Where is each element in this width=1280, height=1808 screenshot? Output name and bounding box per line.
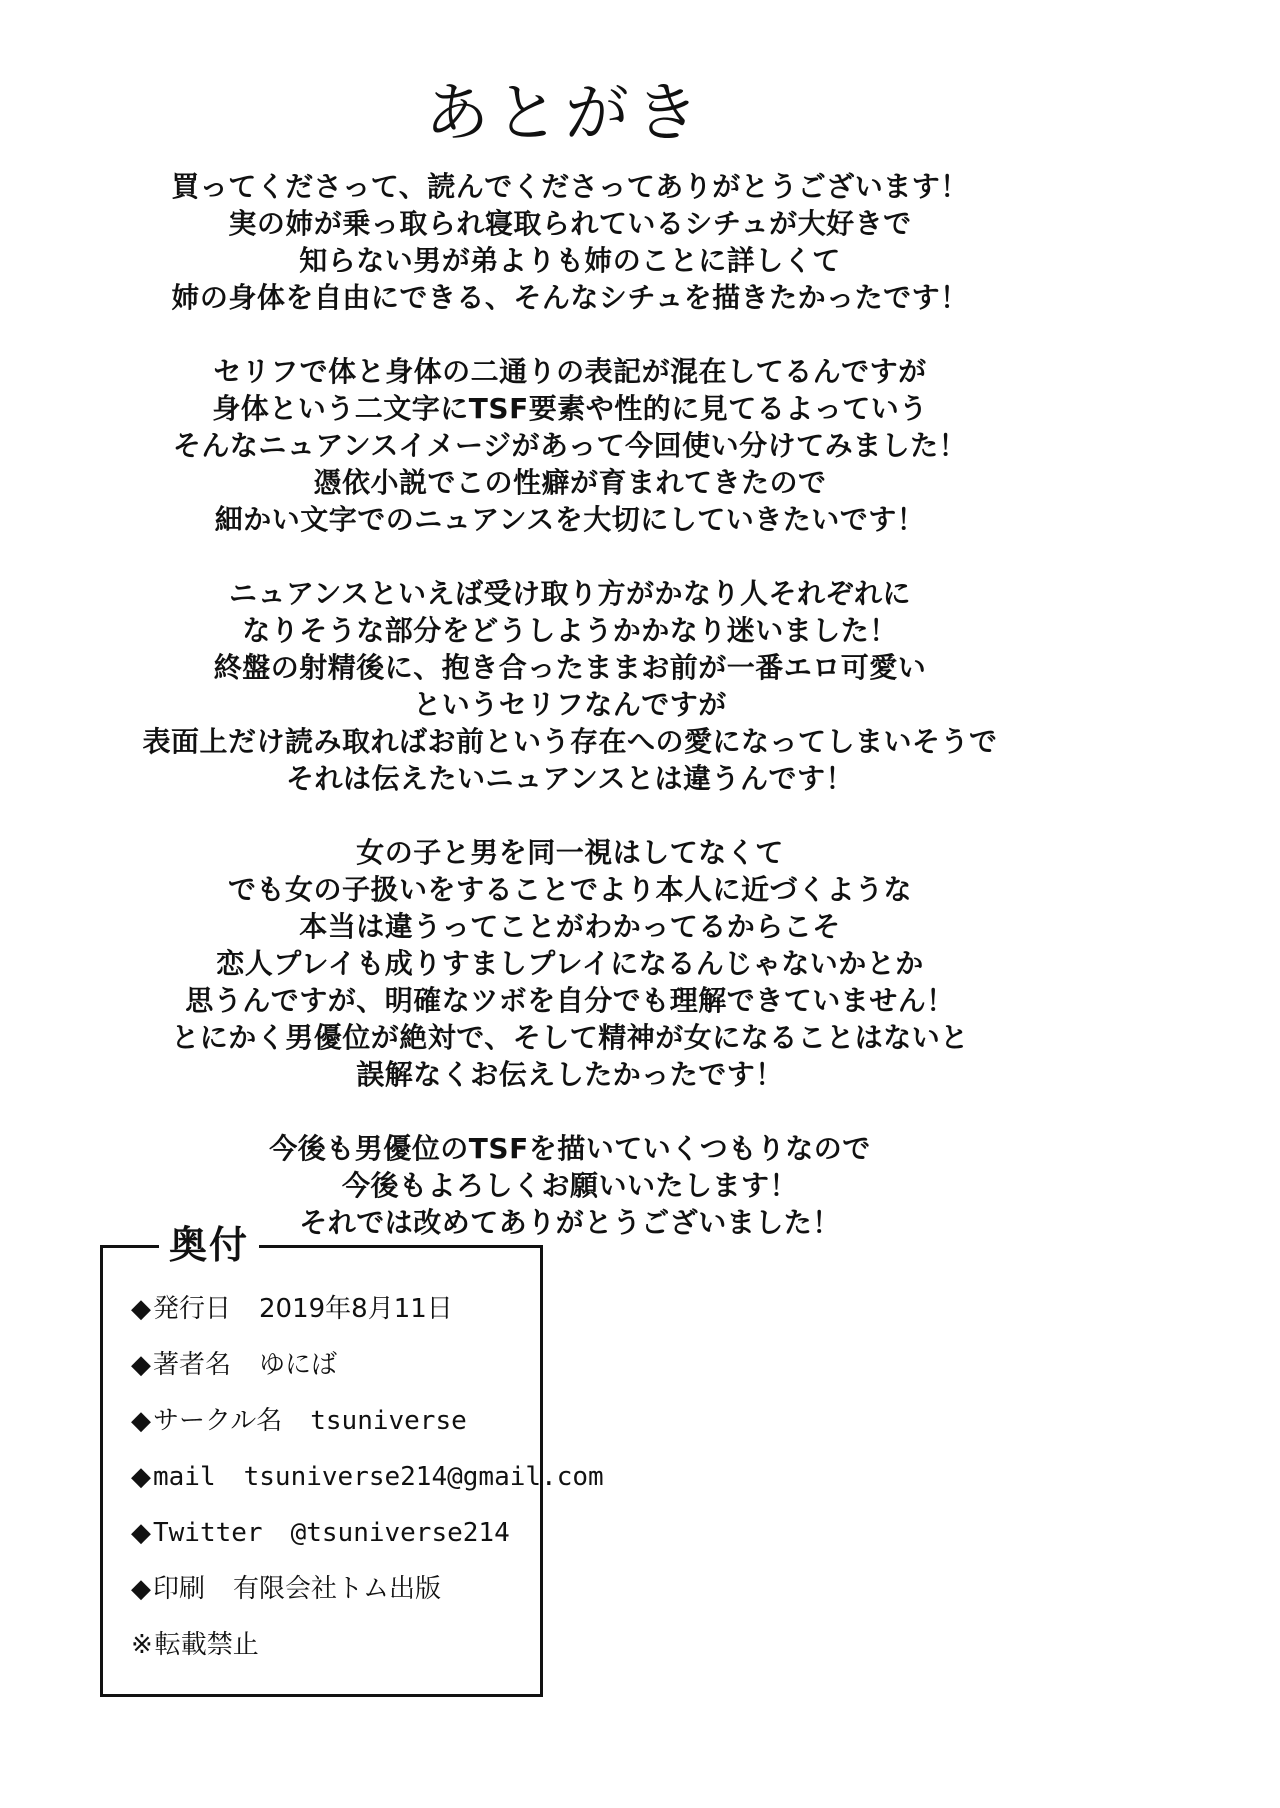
afterword-paragraph-4 xyxy=(0,834,1140,1093)
reference-mark-icon: ※ xyxy=(131,1630,153,1660)
afterword-body xyxy=(0,168,1140,1241)
afterword-line: とにかく男優位が絶対で、そして精神が女になることはないと xyxy=(171,1021,969,1054)
afterword-line: 姉の身体を自由にできる、そんなシチュを描きたかったです！ xyxy=(171,281,969,314)
colophon-label: mail xyxy=(153,1462,216,1492)
afterword-paragraph-2 xyxy=(0,353,1140,538)
diamond-bullet-icon: ◆ xyxy=(131,1518,151,1548)
colophon-label: 転載禁止 xyxy=(154,1630,259,1660)
diamond-bullet-icon: ◆ xyxy=(131,1294,151,1324)
afterword-paragraph-1 xyxy=(0,168,1140,316)
colophon-row-publish-date xyxy=(131,1296,540,1322)
diamond-bullet-icon: ◆ xyxy=(131,1406,151,1436)
afterword-line: ニュアンスといえば受け取り方がかなり人それぞれに xyxy=(228,577,912,610)
afterword-line: 買ってくださって、読んでくださってありがとうございます！ xyxy=(171,170,969,203)
afterword-line: セリフで体と身体の二通りの表記が混在してるんですが xyxy=(213,355,927,388)
colophon-row-circle xyxy=(131,1408,540,1434)
colophon-row-mail xyxy=(131,1462,604,1492)
colophon-label: 印刷 xyxy=(153,1574,206,1604)
colophon-label: 著者名 xyxy=(153,1350,232,1380)
afterword-line: それでは改めてありがとうございました！ xyxy=(299,1206,841,1239)
diamond-bullet-icon: ◆ xyxy=(131,1462,151,1492)
afterword-line: 憑依小説でこの性癖が育まれてきたので xyxy=(313,466,827,499)
colophon-row-no-reprint xyxy=(131,1632,540,1658)
colophon-value: 有限会社トム出版 xyxy=(233,1574,442,1604)
afterword-line: 細かい文字でのニュアンスを大切にしていきたいです！ xyxy=(214,503,926,536)
afterword-line: なりそうな部分をどうしようかかなり迷いました！ xyxy=(242,614,898,647)
afterword-line: 今後もよろしくお願いいたします！ xyxy=(341,1169,798,1202)
colophon-label: 発行日 xyxy=(153,1294,232,1324)
colophon-label: Twitter xyxy=(153,1518,263,1548)
afterword-line: 恋人プレイも成りすましプレイになるんじゃないかとか xyxy=(216,947,924,980)
colophon-header: 奥付 xyxy=(159,1223,259,1267)
afterword-line: でも女の子扱いをすることでより本人に近づくような xyxy=(227,873,912,906)
afterword-line: そんなニュアンスイメージがあって今回使い分けてみました！ xyxy=(172,429,968,462)
afterword-line: 実の姉が乗っ取られ寝取られているシチュが大好きで xyxy=(228,207,912,240)
colophon-row-printer xyxy=(131,1576,540,1602)
afterword-line: 今後も男優位のTSFを描いていくつもりなので xyxy=(269,1132,871,1165)
afterword-paragraph-3 xyxy=(0,575,1140,797)
afterword-line: 誤解なくお伝えしたかったです！ xyxy=(356,1058,784,1091)
afterword-line: というセリフなんですが xyxy=(413,688,727,721)
colophon-row-twitter xyxy=(131,1520,540,1546)
colophon-value: 2019年8月11日 xyxy=(259,1294,453,1324)
colophon-value: tsuniverse xyxy=(310,1406,467,1436)
afterword-line: 身体という二文字にTSF要素や性的に見てるよっていう xyxy=(212,392,928,425)
colophon-box xyxy=(100,1223,604,1697)
page-title: あとがき xyxy=(425,77,705,151)
afterword-line: 本当は違うってことがわかってるからこそ xyxy=(299,910,841,943)
colophon-row-author xyxy=(131,1352,540,1378)
afterword-line: 女の子と男を同一視はしてなくて xyxy=(356,836,784,869)
colophon-value: ゆにば xyxy=(259,1350,338,1380)
diamond-bullet-icon: ◆ xyxy=(131,1350,151,1380)
afterword-line: 終盤の射精後に、抱き合ったままお前が一番エロ可愛い xyxy=(213,651,927,684)
colophon-value-email: tsuniverse214@gmail.com xyxy=(243,1462,604,1492)
afterword-line: 思うんですが、明確なツボを自分でも理解できていません！ xyxy=(185,984,955,1017)
afterword-line: それは伝えたいニュアンスとは違うんです！ xyxy=(285,762,855,795)
colophon-label: サークル名 xyxy=(153,1406,283,1436)
afterword-line: 表面上だけ読み取ればお前という存在への愛になってしまいそうで xyxy=(142,725,998,758)
afterword-line: 知らない男が弟よりも姉のことに詳しくて xyxy=(299,244,841,277)
diamond-bullet-icon: ◆ xyxy=(131,1574,151,1604)
colophon-value-twitter-handle: @tsuniverse214 xyxy=(290,1518,510,1548)
colophon-rows xyxy=(103,1294,604,1660)
